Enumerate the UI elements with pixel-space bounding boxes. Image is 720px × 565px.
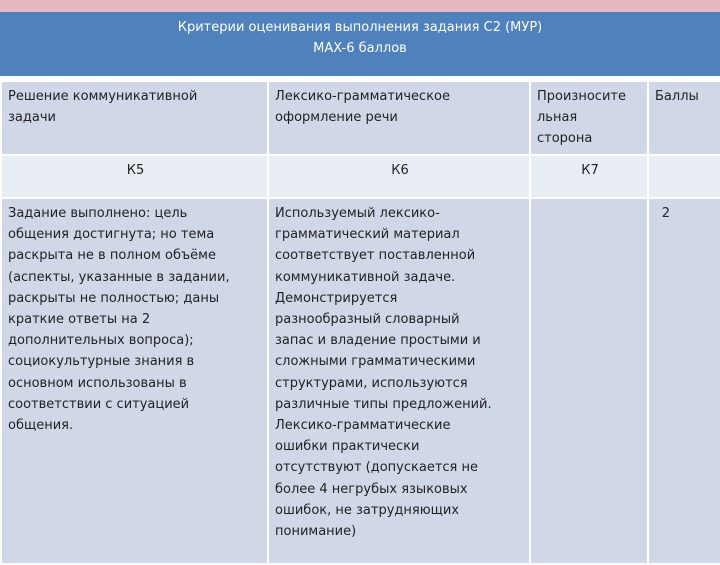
table-row bbox=[1, 198, 720, 564]
table-header-row bbox=[1, 81, 720, 155]
k5-description: Задание выполнено: цель общения достигнута; но тема раскрыта не в полном объёме (аспекты, указанные в задании, раскрыты не полностью; даны краткие ответы на 2 дополнительных вопроса); социокультурные знания в основном использованы в соответствии с ситуацией общения. bbox=[8, 206, 230, 434]
header-cell bbox=[1, 81, 268, 155]
criteria-table bbox=[0, 80, 720, 565]
k6-description: Используемый лексико- грамматический материал соответствует поставленной коммуникативной задаче. Демонстрируется разнообразный словарный запас и владение простыми и сложными грамматическими структурами, используются различные типы предложений. Лексико-грамматические ошибки практически отсутствуют (допускается не более 4 негрубых языковых ошибок, не затрудняющих понимание) bbox=[275, 206, 492, 540]
slide-title bbox=[0, 12, 720, 78]
header-k6-label: Лексико-грамматическое оформление речи bbox=[275, 89, 450, 126]
title-line-2: MAX-6 баллов bbox=[313, 41, 407, 56]
header-k7-label: Произносите льная сторона bbox=[537, 89, 626, 147]
header-cell bbox=[268, 81, 530, 155]
header-score-label: Баллы bbox=[655, 89, 699, 104]
k6-description-cell bbox=[268, 198, 530, 564]
score-cell: 2 bbox=[648, 198, 720, 564]
header-cell bbox=[648, 81, 720, 155]
code-cell: К5 bbox=[1, 155, 268, 198]
header-cell bbox=[530, 81, 648, 155]
criteria-code-row bbox=[1, 155, 720, 198]
header-k5-label: Решение коммуникативной задачи bbox=[8, 89, 198, 126]
k5-description-cell bbox=[1, 198, 268, 564]
top-accent-strip bbox=[0, 0, 720, 12]
title-line-1: Критерии оценивания выполнения задания С2 (МУР) bbox=[177, 20, 543, 35]
code-cell: К7 bbox=[530, 155, 648, 198]
code-cell: К6 bbox=[268, 155, 530, 198]
k7-description-cell bbox=[530, 198, 648, 564]
code-cell bbox=[648, 155, 720, 198]
